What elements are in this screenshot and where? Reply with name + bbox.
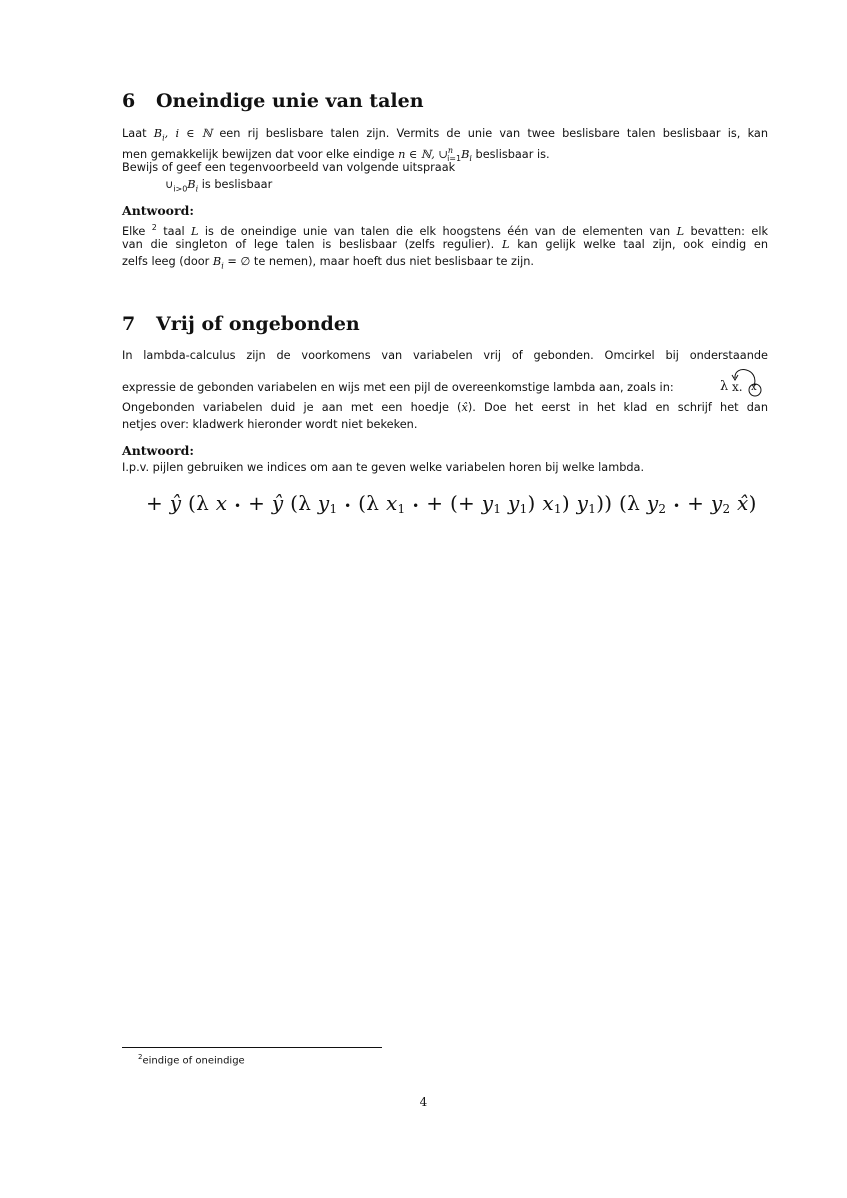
statement: $\cup_{i>0}B_i$ is beslisbaar [165,178,273,194]
section-7-para-line-4: netjes over: kladwerk hieronder wordt niet bekeken. [122,418,418,431]
footnote-rule [122,1047,382,1048]
section-number: 7 [122,313,136,335]
section-7-para-line-2: expressie de gebonden variabelen en wijs met een pijl de overeenkomstige lambda aan, zoals in: [122,381,674,394]
section-6-para-line-2: men gemakkelijk bewijzen dat voor elke eindige n ∈ ℕ, $\cup^n_{i=1}B_i$ beslisbaar is. [122,146,550,164]
page-number: 4 [419,1095,428,1109]
section-title: Vrij of ongebonden [156,313,360,335]
answer-label: Antwoord: [122,443,194,458]
footnote-ref: 2 [151,223,157,232]
section-7-heading [122,313,360,335]
section-7-para-line-1: In lambda-calculus zijn de voorkomens van variabelen vrij of gebonden. Omcirkel bij onderstaande [122,349,768,362]
section-6-para-line-1: Laat $B_i$, i ∈ ℕ een rij beslisbare talen zijn. Vermits de unie van twee beslisbare talen beslisbaar is, kan [122,127,768,143]
answer-line-3: zelfs leeg (door $B_i$ = ∅ te nemen), maar hoeft dus niet beslisbaar te zijn. [122,255,535,271]
section-title: Oneindige unie van talen [156,90,424,112]
section-7-para-line-3: Ongebonden variabelen duid je aan met een hoedje (x̂). Doe het eerst in het klad en schrijf het dan [122,401,768,414]
answer-label: Antwoord: [122,203,194,218]
section-6-para-line-3: Bewijs of geef een tegenvoorbeeld van volgende uitspraak [122,161,456,174]
answer-line-2: van die singleton of lege talen is beslisbaar (zelfs regulier). L kan gelijk welke taal zijn, ook eindig en [122,238,769,251]
section-number: 6 [122,90,136,112]
section-6-heading [122,90,424,112]
example-lambda-diagram: λ x. x [718,362,768,398]
lambda-expression: + ŷ (λ x • + ŷ (λ $y_1$ • (λ $x_1$ • + (+ $y_1$ $y_1$) $x_1$) $y_1$)) (λ $y_2$ • + $y_2$ x̂) [146,491,757,516]
footnote: $^2$eindige of oneindige [138,1053,245,1067]
answer-text: I.p.v. pijlen gebruiken we indices om aan te geven welke variabelen horen bij welke lambda. [122,461,645,474]
answer-line-1: Elke $^2$ taal L is de oneindige unie van talen die elk hoogstens één van de elementen van L bevatten: elk [122,223,768,238]
